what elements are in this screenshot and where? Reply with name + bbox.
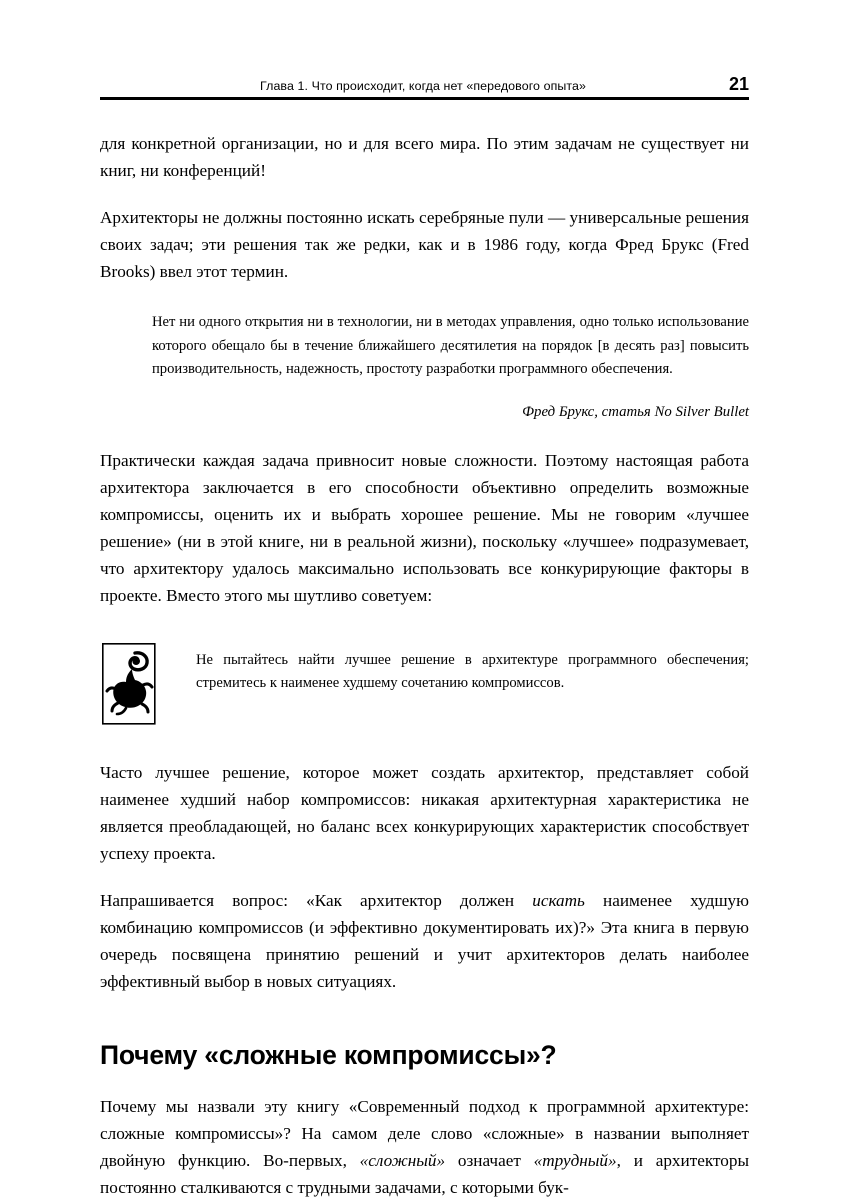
block-quote-text: Нет ни одного открытия ни в технологии, ни в методах управления, одно только использование которого обещало бы в течение ближайшего десятилетия на порядок [в десять раз] повысить производительность, надежность, простоту разработки программного обеспечения.: [152, 314, 749, 377]
text-column: [100, 130, 749, 1201]
paragraph-6-part1: Почему мы назвали эту книгу «Современный подход к программной архитектуре: сложные компромиссы»? На самом деле слово «сложные» в названии выполняет двойную функцию. Во-первых,: [100, 1096, 749, 1170]
running-head-chapter-title: Глава 1. Что происходит, когда нет «передового опыта»: [260, 79, 587, 93]
paragraph-6-part3: , и архитекторы постоянно сталкиваются с трудными задачами, с которыми бук-: [100, 1150, 749, 1197]
lizard-tip-icon: [102, 643, 156, 725]
section-heading: Почему «сложные компромиссы»?: [100, 1039, 557, 1070]
block-quote-attribution: Фред Брукс, статья No Silver Bullet: [522, 403, 749, 420]
tip-callout-text: Не пытайтесь найти лучшее решение в архитектуре программного обеспечения; стремитесь к наименее худшему сочетанию компромиссов.: [196, 651, 749, 691]
paragraph-3: Практически каждая задача привносит новые сложности. Поэтому настоящая работа архитектора заключается в его способности объективно определить возможные компромиссы, оценить их и выбрать хорошее решение. Мы не говорим «лучшее решение» (ни в этой книге, ни в реальной жизни), поскольку «лучшее» подразумевает, что архитектору удалось максимально использовать все конкурирующие факторы в проекте. Вместо этого мы шутливо советуем:: [100, 450, 749, 605]
tip-callout: [100, 643, 749, 725]
running-head: [100, 74, 749, 95]
paragraph-4: Часто лучшее решение, которое может создать архитектор, представляет собой наименее худший набор компромиссов: никакая архитектурная характеристика не является преобладающей, но баланс всех конкурирующих характеристик способствует успеху проекта.: [100, 762, 749, 863]
header-rule: [100, 97, 749, 100]
paragraph-1: для конкретной организации, но и для всего мира. По этим задачам не существует ни книг, ни конференций!: [100, 134, 749, 180]
paragraph-6-emphasis-1: «сложный»: [359, 1150, 446, 1170]
paragraph-2: Архитекторы не должны постоянно искать серебряные пули — универсальные решения своих задач; эти решения так же редки, как и в 1986 году, когда Фред Брукс (Fred Brooks) ввел этот термин.: [100, 208, 749, 281]
paragraph-5-part1: Напрашивается вопрос: «Как архитектор должен: [100, 890, 533, 910]
paragraph-5-part2: наименее худшую комбинацию компромиссов (и эффективно документировать их)?» Эта книга в первую очередь посвящена принятию решений и учит архитекторов делать наиболее эффективный выбор в новых ситуациях.: [100, 890, 749, 991]
paragraph-6-part2: означает: [445, 1150, 534, 1170]
paragraph-5: [100, 887, 749, 995]
paragraph-6-emphasis-2: «трудный»: [533, 1150, 617, 1170]
paragraph-6: [100, 1093, 749, 1201]
paragraph-5-emphasis: искать: [532, 890, 585, 910]
page-number: 21: [728, 74, 749, 94]
block-quote: [100, 311, 749, 421]
